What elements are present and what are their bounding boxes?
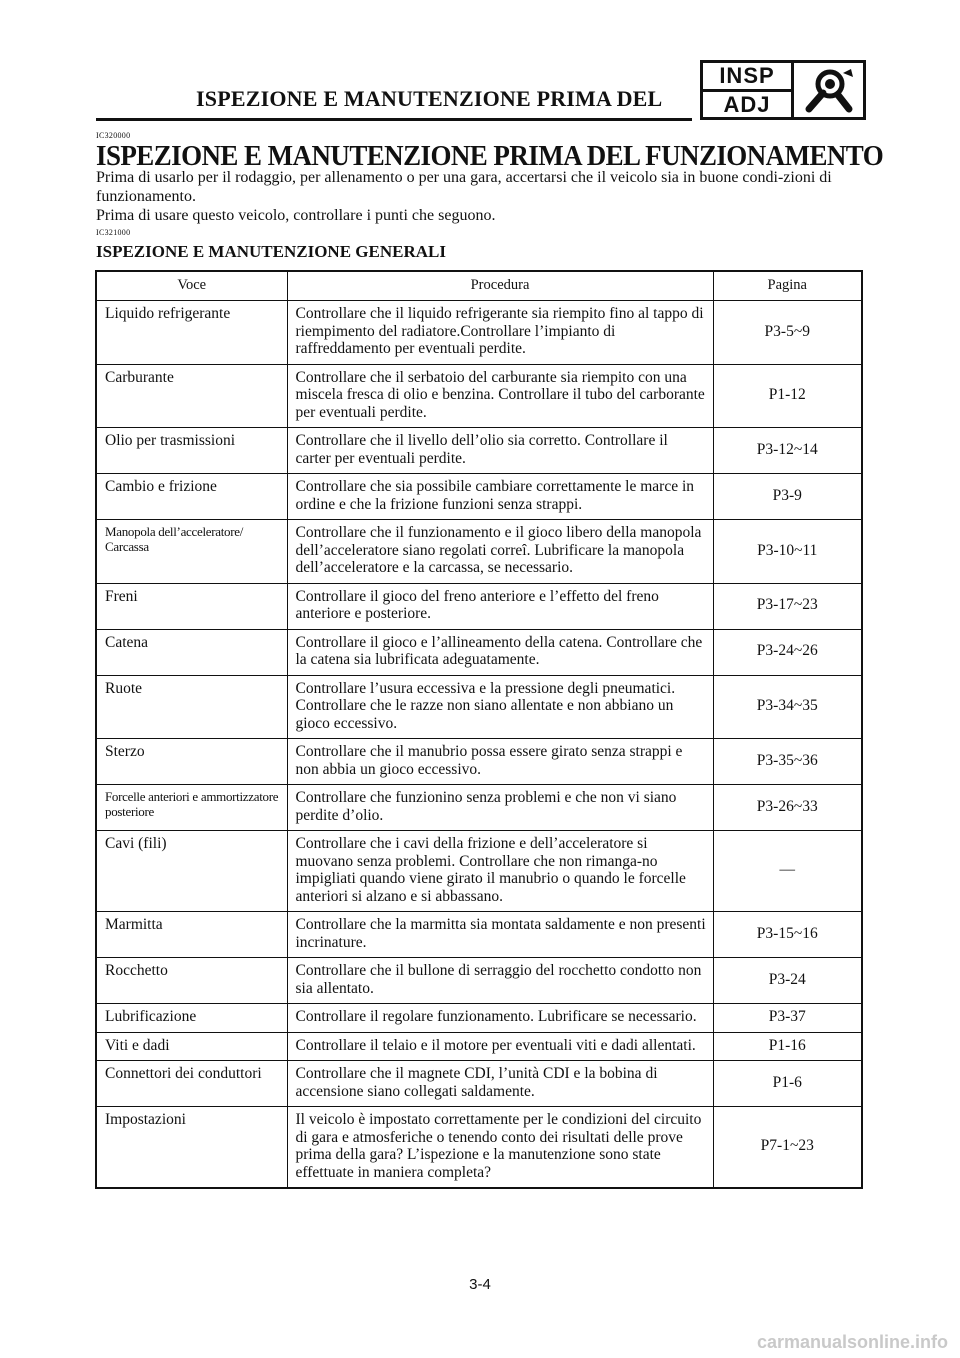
row-page: P3-15~16 xyxy=(713,912,861,958)
row-item: Cambio e frizione xyxy=(97,474,287,520)
row-page: P3-17~23 xyxy=(713,583,861,629)
row-procedure: Il veicolo è impostato correttamente per le condizioni del circuito di gara e atmosferiche o tenendo conto dei risultati delle prove prima della gara? L’ispezione e la manutenzione sono state effettuate in maniera completa? xyxy=(287,1107,713,1188)
row-procedure: Controllare l’usura eccessiva e la pressione degli pneumatici. Controllare che le razze non siano allentate e non abbiano un gioco eccessivo. xyxy=(287,675,713,739)
row-procedure: Controllare il gioco e l’allineamento della catena. Controllare che la catena sia lubrificata adeguatamente. xyxy=(287,629,713,675)
table-row xyxy=(97,785,861,831)
row-procedure: Controllare che il liquido refrigerante sia riempito fino al tappo di riempimento del radiatore.Controllare l’impianto di raffreddamento per eventuali perdite. xyxy=(287,301,713,365)
row-page: P3-24 xyxy=(713,958,861,1004)
table-row xyxy=(97,629,861,675)
row-page: P1-12 xyxy=(713,364,861,428)
row-procedure: Controllare che il manubrio possa essere girato senza strappi e non abbia un gioco eccessivo. xyxy=(287,739,713,785)
row-procedure: Controllare che il livello dell’olio sia corretto. Controllare il carter per eventuali perdite. xyxy=(287,428,713,474)
row-page: P3-12~14 xyxy=(713,428,861,474)
section-code: IC320000 xyxy=(96,131,131,140)
page-number: 3-4 xyxy=(469,1276,491,1293)
row-procedure: Controllare il telaio e il motore per eventuali viti e dadi allentati. xyxy=(287,1032,713,1061)
badge-text xyxy=(703,63,794,117)
table-row xyxy=(97,520,861,584)
row-procedure: Controllare che sia possibile cambiare correttamente le marce in ordine e che la frizione funzioni senza strappi. xyxy=(287,474,713,520)
row-page: P3-24~26 xyxy=(713,629,861,675)
table-row xyxy=(97,364,861,428)
row-procedure: Controllare che la marmitta sia montata saldamente e non presenti incrinature. xyxy=(287,912,713,958)
row-procedure: Controllare che il bullone di serraggio del rocchetto condotto non sia allentato. xyxy=(287,958,713,1004)
row-procedure: Controllare che i cavi della frizione e dell’acceleratore si muovano senza problemi. Controllare che non rimanga-no impigliati quando viene girato il manubrio o quando le forcelle anteriori si alzano e si abbassano. xyxy=(287,831,713,912)
row-item: Forcelle anteriori e ammortizzatore posteriore xyxy=(97,785,287,831)
table-row xyxy=(97,675,861,739)
row-item: Liquido refrigerante xyxy=(97,301,287,365)
row-page: P3-34~35 xyxy=(713,675,861,739)
table-row xyxy=(97,474,861,520)
row-procedure: Controllare che funzionino senza problemi e che non vi siano perdite d’olio. xyxy=(287,785,713,831)
wrench-magnifier-icon xyxy=(794,63,863,117)
row-procedure: Controllare il gioco del freno anteriore e l’effetto del freno anteriore e posteriore. xyxy=(287,583,713,629)
row-page: P1-6 xyxy=(713,1061,861,1107)
main-title: ISPEZIONE E MANUTENZIONE PRIMA DEL FUNZIONAMENTO xyxy=(96,140,884,172)
badge-adj: ADJ xyxy=(723,92,771,117)
table-header-row xyxy=(97,272,861,301)
intro-text xyxy=(96,168,866,225)
table-row xyxy=(97,1004,861,1033)
table-row xyxy=(97,739,861,785)
table-row xyxy=(97,912,861,958)
header-voce: Voce xyxy=(97,272,287,301)
header-procedura: Procedura xyxy=(287,272,713,301)
table-row xyxy=(97,1061,861,1107)
row-page: — xyxy=(713,831,861,912)
badge-insp: INSP xyxy=(703,63,791,92)
row-page: P3-35~36 xyxy=(713,739,861,785)
table-row xyxy=(97,428,861,474)
header-pagina: Pagina xyxy=(713,272,861,301)
row-item: Marmitta xyxy=(97,912,287,958)
row-page: P1-16 xyxy=(713,1032,861,1061)
row-procedure: Controllare che il funzionamento e il gioco libero della manopola dell’acceleratore siano regolati correî. Lubrificare la manopola dell’acceleratore e la carcassa, se necessario. xyxy=(287,520,713,584)
header-rule xyxy=(96,118,692,121)
row-item: Rocchetto xyxy=(97,958,287,1004)
table-row xyxy=(97,301,861,365)
row-item: Impostazioni xyxy=(105,1111,186,1128)
row-item: Manopola dell’acceleratore/ Carcassa xyxy=(97,520,287,584)
row-page: P3-37 xyxy=(713,1004,861,1033)
insp-adj-badge xyxy=(700,60,866,120)
row-item: Catena xyxy=(97,629,287,675)
row-procedure: Controllare che il serbatoio del carburante sia riempito con una miscela fresca di olio e benzina. Controllare il tubo del carborante per eventuali perdite. xyxy=(287,364,713,428)
row-page: P3-5~9 xyxy=(713,301,861,365)
table-row xyxy=(97,583,861,629)
table-row xyxy=(97,958,861,1004)
row-page: P7-1~23 xyxy=(760,1137,814,1155)
table-row xyxy=(97,1107,861,1188)
watermark: carmanualsonline.info xyxy=(756,1332,948,1352)
intro-paragraph-1: Prima di usarlo per il rodaggio, per allenamento o per una gara, accertarsi che il veicolo sia in buone condi-zioni di funzionamento. xyxy=(96,169,832,205)
row-item: Freni xyxy=(97,583,287,629)
row-page: P3-10~11 xyxy=(713,520,861,584)
intro-paragraph-2: Prima di usare questo veicolo, controllare i punti che seguono. xyxy=(96,207,496,224)
row-item: Sterzo xyxy=(97,739,287,785)
row-item: Connettori dei conduttori xyxy=(97,1061,287,1107)
row-item: Lubrificazione xyxy=(97,1004,287,1033)
row-item: Cavi (fili) xyxy=(97,831,287,912)
inspection-table xyxy=(95,270,863,1189)
row-item: Carburante xyxy=(97,364,287,428)
table-row xyxy=(97,1032,861,1061)
row-item: Ruote xyxy=(97,675,287,739)
row-page: P3-9 xyxy=(713,474,861,520)
row-item: Viti e dadi xyxy=(97,1032,287,1061)
row-procedure: Controllare il regolare funzionamento. Lubrificare se necessario. xyxy=(287,1004,713,1033)
subsection-code: IC321000 xyxy=(96,228,131,237)
subsection-title: ISPEZIONE E MANUTENZIONE GENERALI xyxy=(96,242,446,261)
row-item: Olio per trasmissioni xyxy=(97,428,287,474)
table-row xyxy=(97,831,861,912)
row-procedure: Controllare che il magnete CDI, l’unità CDI e la bobina di accensione siano collegati saldamente. xyxy=(287,1061,713,1107)
row-page: P3-26~33 xyxy=(713,785,861,831)
header-title: ISPEZIONE E MANUTENZIONE PRIMA DEL xyxy=(196,86,663,111)
